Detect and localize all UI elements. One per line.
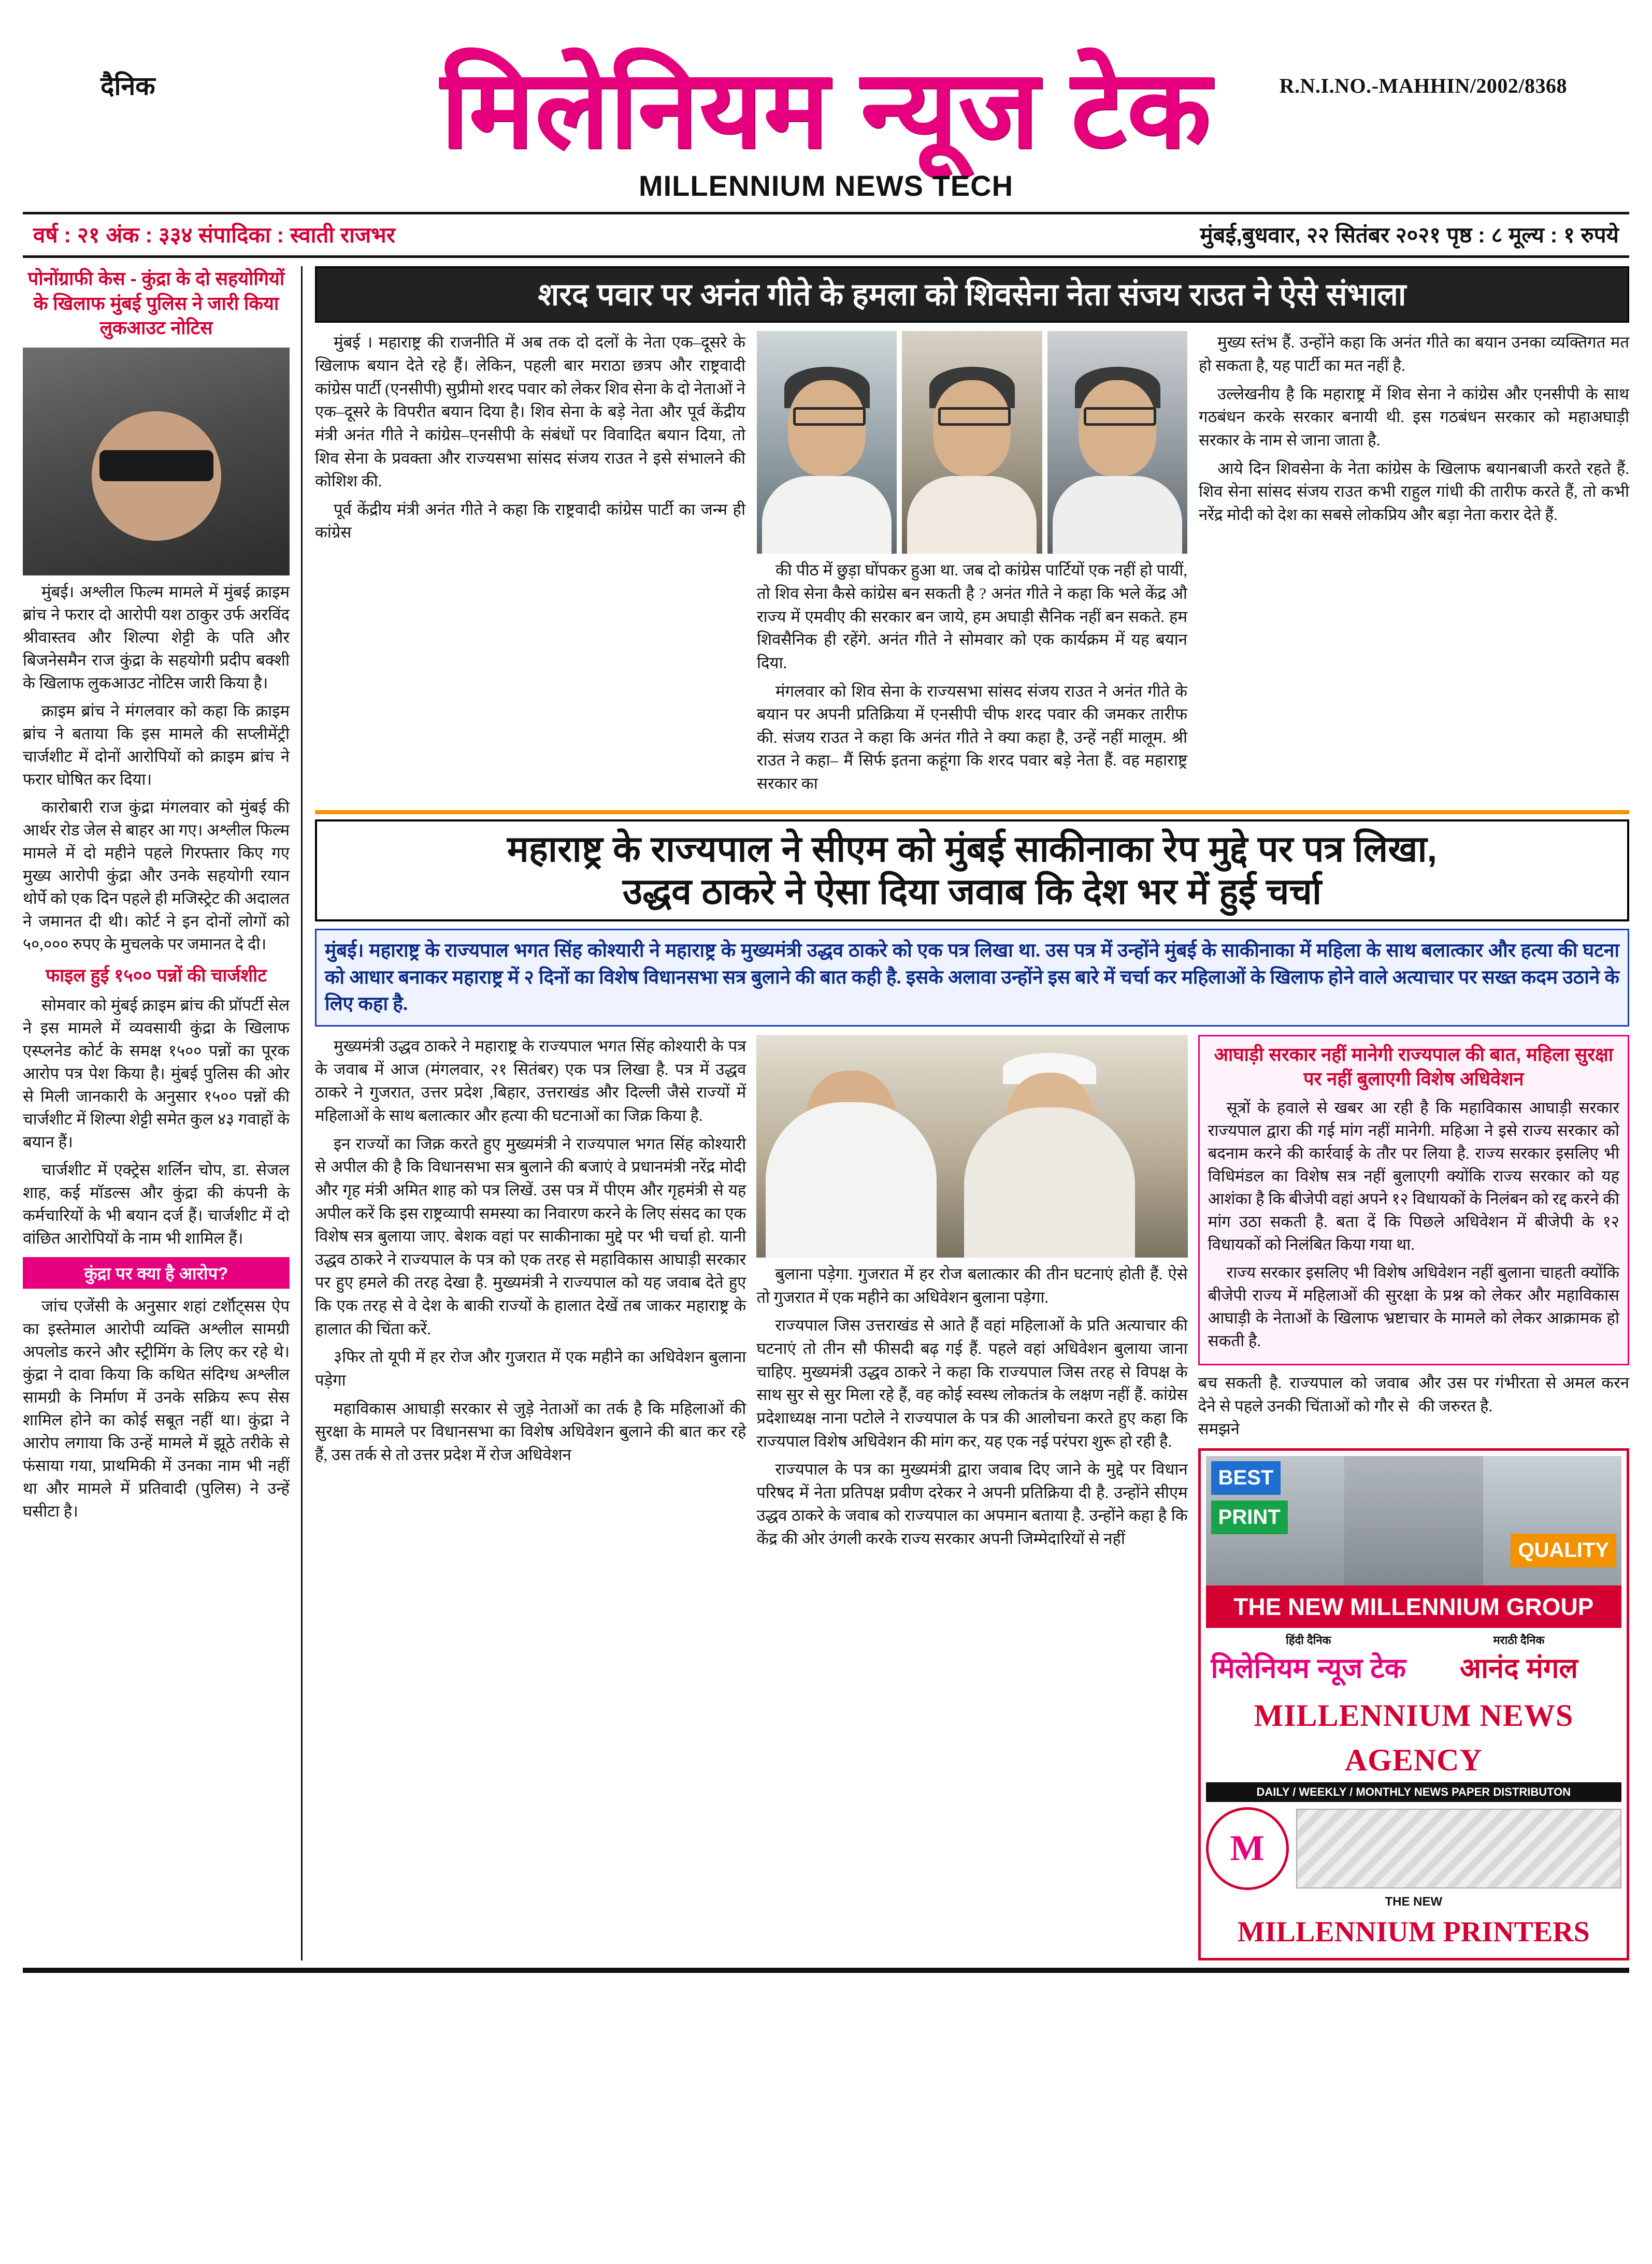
- paragraph: मुख्य स्तंभ हैं. उन्होंने कहा कि अनंत गीते का बयान उनका व्यक्तिगत मत हो सकता है, यह पार्टी का मत नहीं है.: [1199, 333, 1629, 375]
- ad-brand-hindi: [1206, 1632, 1411, 1689]
- ad-brand-marathi-label: मराठी दैनिक: [1493, 1634, 1545, 1647]
- subheading-allegation: कुंद्रा पर क्या है आरोप?: [23, 1257, 290, 1289]
- left-article-body-3: [23, 1295, 290, 1523]
- ad-brand-hindi-label: हिंदी दैनिक: [1286, 1634, 1331, 1647]
- sidebar-box-heading: आघाड़ी सरकार नहीं मानेगी राज्यपाल की बात, महिला सुरक्षा पर नहीं बुलाएगी विशेष अधिवेशन: [1214, 1044, 1614, 1090]
- left-article-body: [23, 581, 290, 956]
- paragraph: राज्यपाल जिस उत्तराखंड से आते हैं वहां महिलाओं के प्रति अत्याचार की घटनाएं तो तीन सौ फीसदी बढ़ गई हैं. पहले वहां अधिवेशन बुलाया जाना चाहिए. मुख्यमंत्री उद्धव ठाकरे ने कहा कि राज्यपाल जिस तरह से विपक्ष के साथ सुर से सुर मिला रहे हैं, वह कोई स्वस्थ लोकतंत्र के लक्षण नहीं हैं. कांग्रेस प्रदेशाध्यक्ष नाना पटोले ने राज्यपाल के पत्र की आलोचना करते हुए कहा कि राज्यपाल विशेष अधिवेशन की मांग कर, यह एक नई परंपरा शुरू हो रही है.: [756, 1316, 1188, 1450]
- paragraph: पूर्व केंद्रीय मंत्री अनंत गीते ने कहा कि राष्ट्रवादी कांग्रेस पार्टी का जन्म ही कांग्रेस: [315, 500, 745, 542]
- paragraph: बुलाना पड़ेगा. गुजरात में हर रोज बलात्कार की तीन घटनाएं होती हैं. ऐसे तो गुजरात में एक महीने का अधिवेशन बुलाना पड़ेगा.: [756, 1265, 1188, 1306]
- page-body: [23, 266, 1629, 1960]
- lead-column-1: [315, 331, 745, 800]
- paragraph: जांच एजेंसी के अनुसार शहां टर्शाॅट्सस ऐप का इस्तेमाल आरोपी व्यक्ति अश्लील सामग्री अपलोड करने और स्ट्रीमिंग के लिए कर रहे थे। कुंद्रा ने दावा किया कि कथित संदिग्ध अश्लील सामग्री के निर्माण में उनके सक्रिय रूप सेस शामिल होने का कोई सबूत नहीं था। कुंद्रा ने आरोप लगाया कि उन्हें मामले में झूठे तरीके से फंसाया गया, प्राथमिकी में उनका नाम भी नहीं था और मामले में प्रतिवादी (पुलिस) ने उन्हें घसीटा है।: [23, 1296, 290, 1520]
- issue-right-info: मुंबई,बुधवार, २२ सितंबर २०२१ पृष्ठ : ८ मूल्य : १ रुपये: [1200, 223, 1619, 248]
- second-headline: [315, 819, 1629, 921]
- paragraph: मंगलवार को शिव सेना के राज्यसभा सांसद संजय राउत ने अनंत गीते के बयान पर अपनी प्रतिक्रिया में एनसीपी चीफ शरद पवार की जमकर तारीफ की. संजय राउत ने कहा कि अनंत गीते ने क्या कहा है, उन्हें नहीं मालूम. श्री राउत ने कहा– मैं सिर्फ इतना कहूंगा कि शरद पवार बड़े नेता हैं. वह महाराष्ट्र सरकार का: [757, 682, 1187, 793]
- paragraph: मुंबई । महाराष्ट्र की राजनीति में अब तक दो दलों के नेता एक–दूसरे के खिलाफ बयान देते रहे हैं। लेकिन, पहली बार मराठा छत्रप और राष्ट्रवादी कांग्रेस पार्टी (एनसीपी) सुप्रीमो शरद पवार को लेकर शिव सेना के दो नेताओं ने एक–दूसरे के विपरीत बयान दिया है। शिव सेना के बड़े नेता और पूर्व केंद्रीय मंत्री अनंत गीते ने कांग्रेस–एनसीपी के संबंधों पर विवादित बयान दिया, तो शिव सेना के प्रवक्ता और राज्यसभा सांसद संजय राउत ने इसे संभालने की कोशिश की.: [315, 333, 745, 491]
- ad-footer: [1206, 1807, 1621, 1890]
- masthead-title-hindi: मिलेनियम न्यूज टेक: [440, 48, 1212, 170]
- paragraph: आये दिन शिवसेना के नेता कांग्रेस के खिलाफ बयानबाजी करते रहते हैं. शिव सेना सांसद संजय राउत कभी राहुल गांधी की तारीफ करते हैं, तो कभी नरेंद्र मोदी को देश का सबसे लोकप्रिय और बड़ा नेता करार देते हैं.: [1199, 459, 1629, 524]
- paragraph: सूत्रों के हवाले से खबर आ रही है कि महाविकास आघाड़ी सरकार राज्यपाल द्वारा की गई मांग नहीं मानेगी. महिआ ने इसे राज्य सरकार को बदनाम करने की कार्रवाई के तौर पर लिया है. राज्य सरकार इसलिए भी विधिमंडल का विशेष सत्र नहीं बुलाएगी क्योंकि राज्य सरकार को यह आशंका है कि बीजेपी वहां अपने १२ विधायकों के निलंबन को रद्द करने की मांग उठा सकती है. बता दें कि पिछले अधिवेशन में बीजेपी के १२ विधायकों को निलंबित किया गया था.: [1208, 1098, 1619, 1253]
- ad-badge-print: PRINT: [1211, 1501, 1288, 1535]
- second-story-body: [315, 1035, 1629, 1960]
- raj-kundra-photo: [23, 348, 290, 575]
- dainik-label: दैनिक: [100, 71, 155, 100]
- ad-badge-best: BEST: [1211, 1461, 1281, 1495]
- page-footer-rule: [23, 1968, 1629, 1973]
- ad-agency-sub: DAILY / WEEKLY / MONTHLY NEWS PAPER DISTRIBUTON: [1206, 1782, 1621, 1802]
- section-divider: [315, 810, 1629, 814]
- ad-printers-name: MILLENNIUM PRINTERS: [1237, 1915, 1590, 1948]
- anant-geete-photo: [757, 331, 897, 554]
- paragraph: मुंबई। अश्लील फिल्म मामले में मुंबई क्राइम ब्रांच ने फरार दो आरोपी यश ठाकुर उर्फ अरविंद श्रीवास्तव और शिल्पा शेट्टी के पति और बिजनेसमैन राज कुंद्रा के सहयोगी प्रदीप बक्शी के खिलाफ लुकआउट नोटिस जारी किया है।: [23, 582, 290, 692]
- paragraph: इन राज्यों का जिक्र करते हुए मुख्यमंत्री ने राज्यपाल भगत सिंह कोश्यारी से अपील की है कि विधानसभा सत्र बुलाने की बजाएं वे प्रधानमंत्री नरेंद्र मोदी और गृह मंत्री अमित शाह को पत्र लिखें. उस पत्र में पीएम और गृहमंत्री से यह अपील करें कि इस राष्ट्रव्यापी समस्या का निवारण करने के लिए संसद का एक विशेष सत्र बुलाया जाए. बेशक वहां पर साकीनाका मुद्दे पर भी चर्चा हो. यानी उद्धव ठाकरे ने राज्यपाल के पत्र को एक तरह से महाविकास आघाड़ी सरकार पर हुए हमले की तरह देखा है. मुख्यमंत्री ने राज्यपाल को यह जवाब देते हुए कि एक तरह से वे देश के बाकी राज्यों के हालात देखें तब जाकर महाराष्ट्र के हालात की चिंता करें.: [315, 1134, 746, 1338]
- main-column: [303, 266, 1629, 1960]
- second-column-2: [756, 1035, 1187, 1960]
- second-headline-line1: महाराष्ट्र के राज्यपाल ने सीएम को मुंबई साकीनाका रेप मुद्दे पर पत्र लिखा,: [507, 828, 1438, 869]
- paragraph: महाविकास आघाड़ी सरकार से जुड़े नेताओं का तर्क है कि महिलाओं की सुरक्षा के मामले पर विधानसभा का विशेष अधिवेशन बुलाने की बात कर रहे हैं, उस तर्क से तो उत्तर प्रदेश में रोज अधिवेशन: [315, 1399, 746, 1464]
- paragraph: मुख्यमंत्री उद्धव ठाकरे ने महाराष्ट्र के राज्यपाल भगत सिंह कोश्यारी के पत्र के जवाब में आज (मंगलवार, २१ सितंबर) एक पत्र लिखा है. पत्र में उद्धव ठाकरे ने गुजरात, उत्तर प्रदेश ,बिहार, उत्तराखंड और दिल्ली जैसे राज्यों में महिलाओं के साथ बलात्कार और हत्या की घटनाओं का जिक्र किया है.: [315, 1037, 746, 1125]
- left-column: [23, 266, 303, 1960]
- uddhav-thackeray-koshyari-photo: [756, 1035, 1187, 1258]
- issue-band: [23, 212, 1629, 258]
- sidebar-box-aghadi: [1198, 1035, 1629, 1365]
- paragraph: राज्य सरकार इसलिए भी विशेष अधिवेशन नहीं बुलाना चाहती क्योंकि बीजेपी राज्य में महिलाओं की सुरक्षा के प्रश्न को लेकर और महाविकास आघाड़ी के नेताओं के खिलाफ भ्रष्टाचार के मामले को लेकर आक्रामक हो सकती है.: [1208, 1263, 1619, 1350]
- sanjay-raut-photo: [1047, 331, 1187, 554]
- ad-agency-title: MILLENNIUM NEWS AGENCY: [1254, 1698, 1574, 1777]
- ad-agency: [1206, 1693, 1621, 1802]
- subheading-chargesheet: फाइल हुई १५०० पन्नों की चार्जशीट: [46, 965, 267, 986]
- rni-number: R.N.I.NO.-MAHHIN/2002/8368: [1279, 74, 1567, 97]
- millennium-logo-icon: M: [1206, 1807, 1289, 1890]
- newspaper-stack-photo: [1296, 1809, 1621, 1888]
- second-column-1: [315, 1035, 746, 1960]
- issue-left-info: वर्ष : २१ अंक : ३३४ संपादिका : स्वाती राजभर: [33, 223, 395, 248]
- ad-brand-marathi: [1416, 1632, 1621, 1689]
- paragraph: सोमवार को मुंबई क्राइम ब्रांच की प्रॉपर्टी सेल ने इस मामले में व्यवसायी कुंद्रा के खिलाफ एस्प्लनेड कोर्ट के समक्ष १५०० पन्नों का पूरक आरोप पत्र पेश किया है। मुंबई पुलिस की ओर से मिली जानकारी के अनुसार १५०० पन्नों की चार्जशीट में शिल्पा शेट्टी समेत कुल ४३ गवाहों के बयान हैं।: [23, 996, 290, 1151]
- paragraph: चार्जशीट में एक्ट्रेस शर्लिन चोप, डा. सेजल शाह, कई मॉडल्स और कुंद्रा की कंपनी के कर्मचारियों के भी बयान दर्ज हैं। चार्जशीट में दो वांछित आरोपियों के नाम भी शामिल हैं।: [23, 1160, 290, 1247]
- lead-column-3: [1199, 331, 1629, 800]
- left-article-body-2: [23, 994, 290, 1250]
- paragraph: की पीठ में छुड़ा घोंपकर हुआ था. जब दो कांग्रेस पार्टियों एक नहीं हो पायीं, तो शिव सेना कैसे कांग्रेस बन सकती है ? अनंत गीते ने कहा कि भले केंद्र औ राज्य में एमवीए की सरकार बन जाये, हम अघाड़ी सैनिक नहीं बन सकते. हम शिवसैनिक ही रहेंगे. अनंत गीते ने सोमवार को एक कार्यक्रम में यह बयान दिया.: [757, 561, 1187, 672]
- second-column-3: [1198, 1035, 1629, 1960]
- sharad-pawar-photo: [902, 331, 1042, 554]
- lead-headline: शरद पवार पर अनंत गीते के हमला को शिवसेना नेता संजय राउत ने ऐसे संभाला: [315, 266, 1629, 323]
- ad-printers-small: THE NEW: [1385, 1894, 1443, 1909]
- tail-text-left: बच सकती है. राज्यपाल को जवाब देने से पहले उनकी चिंताओं को गौर से समझने: [1198, 1373, 1409, 1438]
- ad-brands: [1206, 1632, 1621, 1689]
- lead-column-2: [757, 331, 1187, 800]
- ad-brand-marathi-name: आनंद मंगल: [1459, 1652, 1578, 1684]
- ad-printers: [1206, 1893, 1621, 1953]
- second-story-intro: मुंबई। महाराष्ट्र के राज्यपाल भगत सिंह कोश्यारी ने महाराष्ट्र के मुख्यमंत्री उद्धव ठाकरे को एक पत्र लिखा था. उस पत्र में उन्होंने मुंबई के साकीनाका में महिला के साथ बलात्कार और हत्या की घटना को आधार बनाकर महाराष्ट्र में २ दिनों का विशेष विधानसभा सत्र बुलाने की बात कही है. इसके अलावा उन्होंने इस बारे में चर्चा कर महिलाओं के खिलाफ होने वाले अत्याचार पर सख्त कदम उठाने के लिए कहा है.: [315, 929, 1629, 1027]
- second-headline-line2: उद्धव ठाकरे ने ऐसा दिया जवाब कि देश भर में हुई चर्चा: [622, 871, 1322, 912]
- ad-group-name: THE NEW MILLENNIUM GROUP: [1206, 1585, 1621, 1628]
- advertisement-block[interactable]: [1198, 1448, 1629, 1960]
- leader-photo-trio: [757, 331, 1187, 554]
- lead-story-body: [315, 331, 1629, 800]
- ad-photo: [1206, 1456, 1621, 1585]
- paragraph: क्राइम ब्रांच ने मंगलवार को कहा कि क्राइम ब्रांच ने बताया कि इस मामले की सप्लीमेंट्री चार्जशीट में दोनों आरोपियों को क्राइम ब्रांच ने फरार घोषित कर दिया।: [23, 702, 290, 789]
- left-lede: पोनोंग्राफी केस - कुंद्रा के दो सहयोगियों के खिलाफ मुंबई पुलिस ने जारी किया लुकआउट नोटिस: [27, 268, 285, 339]
- paragraph: राज्यपाल के पत्र का मुख्यमंत्री द्वारा जवाब दिए जाने के मुद्दे पर विधान परिषद में नेता प्रतिपक्ष प्रवीण दरेकर ने अपनी प्रतिक्रिया दी है. उन्होंने सीएम उद्धव ठाकरे के जवाब को राज्यपाल का अपमान बताया है. उन्होंने कहा है कि केंद्र की ओर उंगली करके राज्य सरकार अपनी जिम्मेदारियों से नहीं: [756, 1460, 1188, 1548]
- masthead: [23, 48, 1629, 203]
- paragraph: कारोबारी राज कुंद्रा मंगलवार को मुंबई की आर्थर रोड जेल से बाहर आ गए। अश्लील फिल्म मामले में दो महीने पहले गिरफ्तार किए गए मुख्य आरोपी कुंद्रा और उनके सहयोगी रयान थोर्पे को एक दिन पहले ही मजिस्ट्रेट की अदालत ने जमानत दी थी। कोर्ट ने इन दोनों लोगों को ५०,००० रुपए के मुचलके पर जमानत दे दी।: [23, 798, 290, 954]
- ad-brand-hindi-name: मिलेनियम न्यूज टेक: [1211, 1652, 1406, 1684]
- paragraph: ३फिर तो यूपी में हर रोज और गुजरात में एक महीने का अधिवेशन बुलाना पड़ेगा: [315, 1348, 746, 1389]
- ad-badge-quality: QUALITY: [1511, 1534, 1616, 1568]
- masthead-title-english: MILLENNIUM NEWS TECH: [638, 169, 1014, 203]
- paragraph: उल्लेखनीय है कि महाराष्ट्र में शिव सेना ने कांग्रेस और एनसीपी के साथ गठबंधन करके सरकार बनायी थी. इस गठबंधन सरकार को महाअघाड़ी सरकार के नाम से जाना जाता है.: [1199, 384, 1629, 449]
- tail-text-right: और उस पर गंभीरता से अमल करन की जरुरत है.: [1418, 1373, 1629, 1415]
